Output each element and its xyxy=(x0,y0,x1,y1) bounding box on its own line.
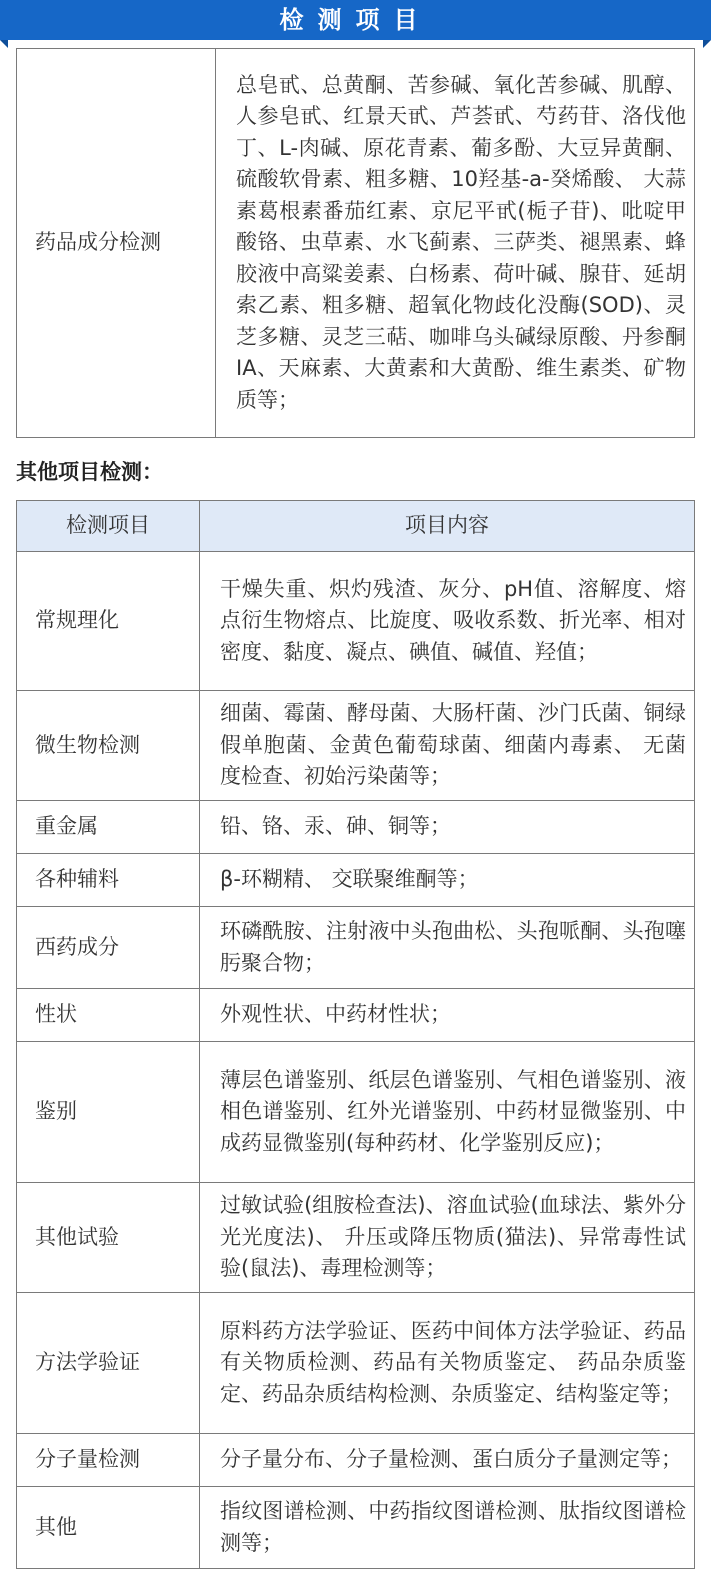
table-row xyxy=(17,691,695,801)
row-content: 环磷酰胺、注射液中头孢曲松、头孢哌酮、头孢噻肟聚合物； xyxy=(200,907,695,989)
row-content: 外观性状、中药材性状； xyxy=(200,989,695,1042)
table-row xyxy=(17,907,695,989)
header-banner xyxy=(0,0,711,48)
row-content: 干燥失重、炽灼残渣、灰分、pH值、溶解度、熔点衍生物熔点、比旋度、吸收系数、折光率、相对密度、黏度、凝点、碘值、碱值、羟值； xyxy=(200,552,695,691)
section-heading: 其他项目检测： xyxy=(16,460,163,484)
row-label: 方法学验证 xyxy=(17,1293,200,1434)
row-content: 分子量分布、分子量检测、蛋白质分子量测定等； xyxy=(200,1434,695,1487)
row-label: 微生物检测 xyxy=(17,691,200,801)
row-label: 药品成分检测 xyxy=(17,49,216,438)
row-label: 其他 xyxy=(17,1487,200,1569)
row-label: 分子量检测 xyxy=(17,1434,200,1487)
table-row xyxy=(17,801,695,854)
row-content: β-环糊精、 交联聚维酮等； xyxy=(200,854,695,907)
row-label: 鉴别 xyxy=(17,1042,200,1183)
table-row xyxy=(17,1293,695,1434)
table-header-row xyxy=(17,501,695,552)
row-content: 过敏试验(组胺检查法)、溶血试验(血球法、紫外分光光度法)、 升压或降压物质(猫法)、异常毒性试验(鼠法)、毒理检测等； xyxy=(200,1183,695,1293)
row-content: 薄层色谱鉴别、纸层色谱鉴别、气相色谱鉴别、液相色谱鉴别、红外光谱鉴别、中药材显微鉴别、中成药显微鉴别(每种药材、化学鉴别反应)； xyxy=(200,1042,695,1183)
table-row xyxy=(17,1434,695,1487)
table-row xyxy=(17,1487,695,1569)
row-label: 性状 xyxy=(17,989,200,1042)
column-header-content: 项目内容 xyxy=(200,501,695,552)
row-label: 西药成分 xyxy=(17,907,200,989)
table-row xyxy=(17,854,695,907)
row-content: 铅、铬、汞、砷、铜等； xyxy=(200,801,695,854)
row-label: 各种辅料 xyxy=(17,854,200,907)
table-row xyxy=(17,1042,695,1183)
column-header-item: 检测项目 xyxy=(17,501,200,552)
row-content: 原料药方法学验证、医药中间体方法学验证、药品有关物质检测、药品有关物质鉴定、 药品杂质鉴定、药品杂质结构检测、杂质鉴定、结构鉴定等； xyxy=(200,1293,695,1434)
other-items-table xyxy=(16,500,695,1569)
main-ingredient-table xyxy=(16,48,695,438)
row-content: 指纹图谱检测、中药指纹图谱检测、肽指纹图谱检测等； xyxy=(200,1487,695,1569)
row-label: 重金属 xyxy=(17,801,200,854)
row-content: 细菌、霉菌、酵母菌、大肠杆菌、沙门氏菌、铜绿假单胞菌、金黄色葡萄球菌、细菌内毒素、 无菌度检查、初始污染菌等； xyxy=(200,691,695,801)
banner-corner-left xyxy=(0,40,8,48)
table-row xyxy=(17,1183,695,1293)
table-row xyxy=(17,552,695,691)
banner-title: 检测项目 xyxy=(279,6,432,34)
banner-corner-right xyxy=(703,40,711,48)
table-row xyxy=(17,989,695,1042)
row-label: 其他试验 xyxy=(17,1183,200,1293)
row-label: 常规理化 xyxy=(17,552,200,691)
row-content: 总皂甙、总黄酮、苦参碱、氧化苦参碱、肌醇、人参皂甙、红景天甙、芦荟甙、芍药苷、洛伐他丁、L-肉碱、原花青素、葡多酚、大豆异黄酮、硫酸软骨素、粗多糖、10羟基-a-癸烯酸、 大蒜素葛根素番茄红素、京尼平甙(栀子苷)、吡啶甲酸铬、虫草素、水飞蓟素、三萨类、褪黑素、蜂胶液中高粱姜素、白杨素、荷叶碱、腺苷、延胡索乙素、粗多糖、超氧化物歧化没酶(SOD)、灵芝多糖、灵芝三萜、咖啡乌头碱绿原酸、丹参酮IA、天麻素、大黄素和大黄酚、维生素类、矿物质等； xyxy=(216,49,695,438)
table-row xyxy=(17,49,695,438)
